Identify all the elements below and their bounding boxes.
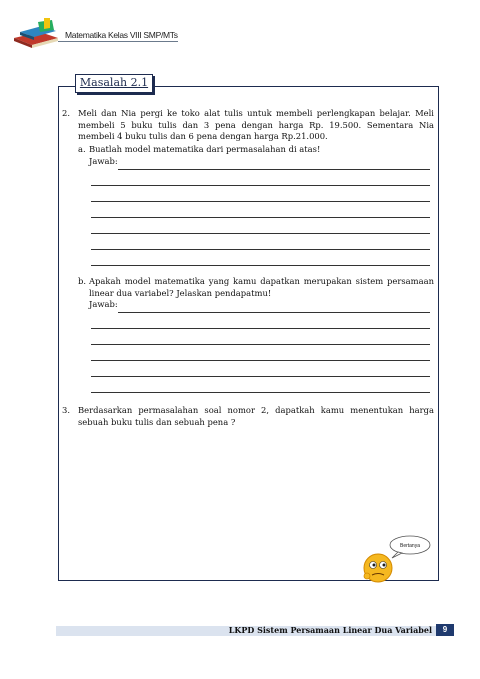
masalah-label-box — [75, 74, 153, 93]
header-title: Matematika Kelas VIII SMP/MTs — [65, 30, 178, 40]
question-2-text: Meli dan Nia pergi ke toko alat tulis untuk membeli perlengkapan belajar. Meli membeli 5 buku tulis dan 3 pena dengan harga Rp. 19.500. Sementara Nia membeli 4 buku tulis dan 6 pena dengan harga Rp.21.000. — [78, 108, 434, 142]
answer-line[interactable] — [91, 376, 430, 377]
question-3 — [62, 405, 434, 428]
question-2a-label: a. — [78, 144, 86, 154]
answer-line[interactable] — [91, 217, 430, 218]
bubble-text: Bertanya — [399, 543, 421, 549]
question-3-number: 3. — [62, 405, 70, 415]
answer-line[interactable] — [91, 185, 430, 186]
answer-line[interactable] — [91, 233, 430, 234]
question-2b-text: Apakah model matematika yang kamu dapatkan merupakan sistem persamaan linear dua variabel? Jelaskan pendapatmu! — [89, 276, 434, 298]
books-logo-icon — [10, 18, 62, 52]
answer-line[interactable] — [91, 328, 430, 329]
footer-title: LKPD Sistem Persamaan Linear Dua Variabel — [228, 625, 432, 635]
masalah-label: Masalah 2.1 — [79, 76, 149, 89]
answer-line[interactable] — [118, 312, 430, 313]
question-2b-label: b. — [78, 276, 87, 286]
answer-line[interactable] — [91, 265, 430, 266]
question-2a — [78, 144, 434, 156]
answer-line[interactable] — [91, 249, 430, 250]
answer-label-2b: Jawab: — [89, 299, 118, 309]
answer-line[interactable] — [118, 169, 430, 170]
answer-line[interactable] — [91, 201, 430, 202]
answer-label-2a: Jawab: — [89, 156, 118, 166]
question-2a-text: Buatlah model matematika dari permasalahan di atas! — [89, 144, 321, 154]
answer-line[interactable] — [91, 392, 430, 393]
question-2-number: 2. — [62, 108, 70, 118]
thinking-emoji-icon — [358, 528, 434, 584]
header-underline — [58, 41, 178, 42]
answer-line[interactable] — [91, 344, 430, 345]
page-number: 9 — [436, 624, 454, 636]
question-2b — [78, 276, 434, 299]
answer-line[interactable] — [91, 360, 430, 361]
question-3-text: Berdasarkan permasalahan soal nomor 2, dapatkah kamu menentukan harga sebuah buku tulis dan sebuah pena ? — [78, 405, 434, 427]
question-2 — [62, 108, 434, 143]
